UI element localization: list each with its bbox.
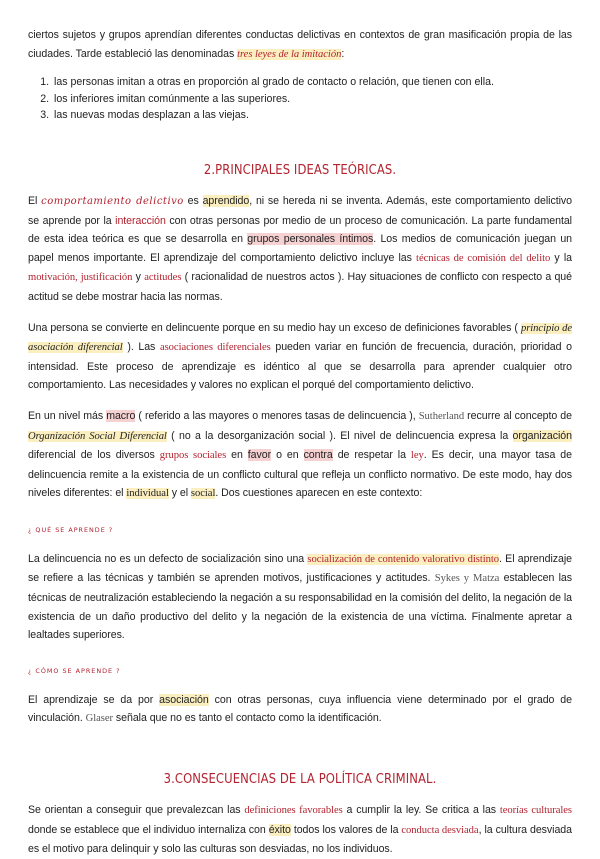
text: ( racionalidad de nuestros actos ). Hay situaciones de conflicto con respecto a qué actitud se debe mostrar hacia las normas. xyxy=(28,271,572,303)
section3-paragraph-1 xyxy=(28,801,572,859)
text: y xyxy=(132,271,145,284)
laws-list xyxy=(28,74,572,124)
interaccion-term: interacción xyxy=(115,214,166,227)
social-highlight: social xyxy=(190,488,216,500)
text: con otras personas, cuya influencia viene determinado por el grado de vinculación. xyxy=(28,693,572,725)
question-como-se-aprende: ¿ CÓMO SE APRENDE ? xyxy=(28,666,121,675)
teorias-culturales-term: teorías culturales xyxy=(499,805,572,817)
sykes-matza-name: Sykes y Matza xyxy=(434,573,500,585)
definiciones-favorables-term: definiciones favorables xyxy=(244,805,343,817)
intro-text: ciertos sujetos y grupos aprendían diferentes conductas delictivas en contextos de gran masificación propia de las ciudades. Tarde estableció las denominadas xyxy=(28,29,572,60)
section2-paragraph-4 xyxy=(28,550,572,645)
macro-highlight: macro xyxy=(106,409,136,422)
text: . Los medios de comunicación juegan un papel menos importante. El aprendizaje del comportamiento delictivo incluye las xyxy=(28,233,572,264)
text: , la cultura desviada es el motivo para delinquir y solo las culturas son desviadas, no los individuos. xyxy=(28,823,572,856)
section2-paragraph-5 xyxy=(28,691,572,729)
document-page xyxy=(28,26,572,859)
law-item: 1. las personas imitan a otras en proporción al grado de contacto o relación, que tienen con ella. xyxy=(52,74,572,91)
intro-paragraph xyxy=(28,26,572,64)
motivacion-term: motivación, justificación xyxy=(28,272,133,284)
text: señala que no es tanto el contacto como la identificación. xyxy=(113,712,382,725)
text: . Es decir, una mayor tasa de delincuencia remite a la existencia de un conflicto cultural que refleja un conflicto normativo. De este modo, hay dos niveles diferentes: el xyxy=(28,449,572,500)
section2-paragraph-3 xyxy=(28,407,572,504)
text: ). Las xyxy=(122,341,160,354)
tecnicas-term: técnicas de comisión del delito xyxy=(416,252,551,264)
text: y la xyxy=(550,251,572,264)
text: con otras personas por medio de un proceso de comunicación. La parte fundamental de esta idea teórica es que se desarrolla en xyxy=(28,214,572,246)
text: diferencial de los diversos xyxy=(28,449,160,462)
text: pueden variar en función de frecuencia, duración, prioridad o intensidad. Este proceso de aprendizaje es idéntico al que se desarrolla para aprender cualquier otro comportamiento. Las necesidades y valores no explican el porqué del comportamiento delictivo. xyxy=(28,341,572,392)
comportamiento-delictivo-term: comportamiento delictivo xyxy=(41,195,184,207)
individual-highlight: individual xyxy=(126,488,169,500)
glaser-name: Glaser xyxy=(85,713,114,725)
grupos-intimos-highlight: grupos personales íntimos xyxy=(247,233,374,246)
text: . El aprendizaje se refiere a las técnicas y también se aprenden motivos, justificaciones y actitudes. xyxy=(28,552,572,585)
text: Se orientan a conseguir que prevalezcan las xyxy=(28,804,245,817)
question-que-se-aprende: ¿ QUÉ SE APRENDE ? xyxy=(28,525,114,534)
ley-term: ley xyxy=(410,450,424,462)
conducta-desviada-term: conducta desviada xyxy=(401,824,479,836)
aprendido-highlight: aprendido xyxy=(202,194,250,207)
text: La delincuencia no es un defecto de socialización sino una xyxy=(28,552,308,565)
section2-paragraph-2 xyxy=(28,319,572,395)
text: es xyxy=(183,194,203,207)
text: El aprendizaje se da por xyxy=(28,693,160,706)
text: recurre al concepto de xyxy=(464,409,572,422)
actitudes-term: actitudes xyxy=(144,272,182,284)
text: de respetar la xyxy=(332,449,411,462)
favor-highlight: favor xyxy=(247,449,272,462)
text: ( no a la desorganización social ). El nivel de delincuencia expresa la xyxy=(166,429,513,442)
text: y el xyxy=(168,487,191,500)
organizacion-social-highlight: Organización Social Diferencial xyxy=(28,430,167,442)
text: todos los valores de la xyxy=(290,823,402,836)
sutherland-name: Sutherland xyxy=(418,410,465,422)
contra-highlight: contra xyxy=(303,449,333,462)
law-item: 2. los inferiores imitan comúnmente a las superiores. xyxy=(52,91,572,108)
text: en xyxy=(226,449,248,462)
text: . Dos cuestiones aparecen en este contexto: xyxy=(215,487,423,500)
law-item: 3. las nuevas modas desplazan a las viejas. xyxy=(52,107,572,124)
text: Una persona se convierte en delincuente porque en su medio hay un exceso de definiciones favorables ( xyxy=(28,321,521,334)
text: El xyxy=(28,194,42,207)
section3-title: 3.CONSECUENCIAS DE LA POLÍTICA CRIMINAL. xyxy=(163,771,437,788)
text: , ni se hereda ni se inventa. Además, este comportamiento delictivo se aprende por la xyxy=(28,194,572,227)
section2-paragraph-1 xyxy=(28,192,572,307)
grupos-sociales-term: grupos sociales xyxy=(159,450,227,462)
text: ( referido a las mayores o menores tasas de delincuencia ), xyxy=(135,409,419,422)
text: o en xyxy=(271,449,304,462)
intro-colon: : xyxy=(341,47,345,60)
section2-title: 2.PRINCIPALES IDEAS TEÓRICAS. xyxy=(203,161,397,178)
asociaciones-term: asociaciones diferenciales xyxy=(159,342,271,354)
text: En un nivel más xyxy=(28,409,107,422)
tres-leyes-highlight: tres leyes de la imitación xyxy=(237,48,342,60)
asociacion-highlight: asociación xyxy=(159,693,209,706)
socializacion-highlight: socialización de contenido valorativo distinto xyxy=(307,553,500,565)
text: a cumplir la ley. Se critica a las xyxy=(342,804,500,817)
text: donde se establece que el individuo internaliza con xyxy=(28,823,269,836)
text: establecen las técnicas de neutralización estableciendo la negación a su responsabilidad en la comisión del delito, la negación de la existencia de un daño productivo del delito y la negación de la existencia de una víctima. Finalmente apretar a lealtades superiores. xyxy=(28,572,573,642)
organizacion-highlight: organización xyxy=(512,429,572,442)
principio-highlight: principio de asociación diferencial xyxy=(28,322,573,354)
exito-highlight: éxito xyxy=(268,823,291,836)
